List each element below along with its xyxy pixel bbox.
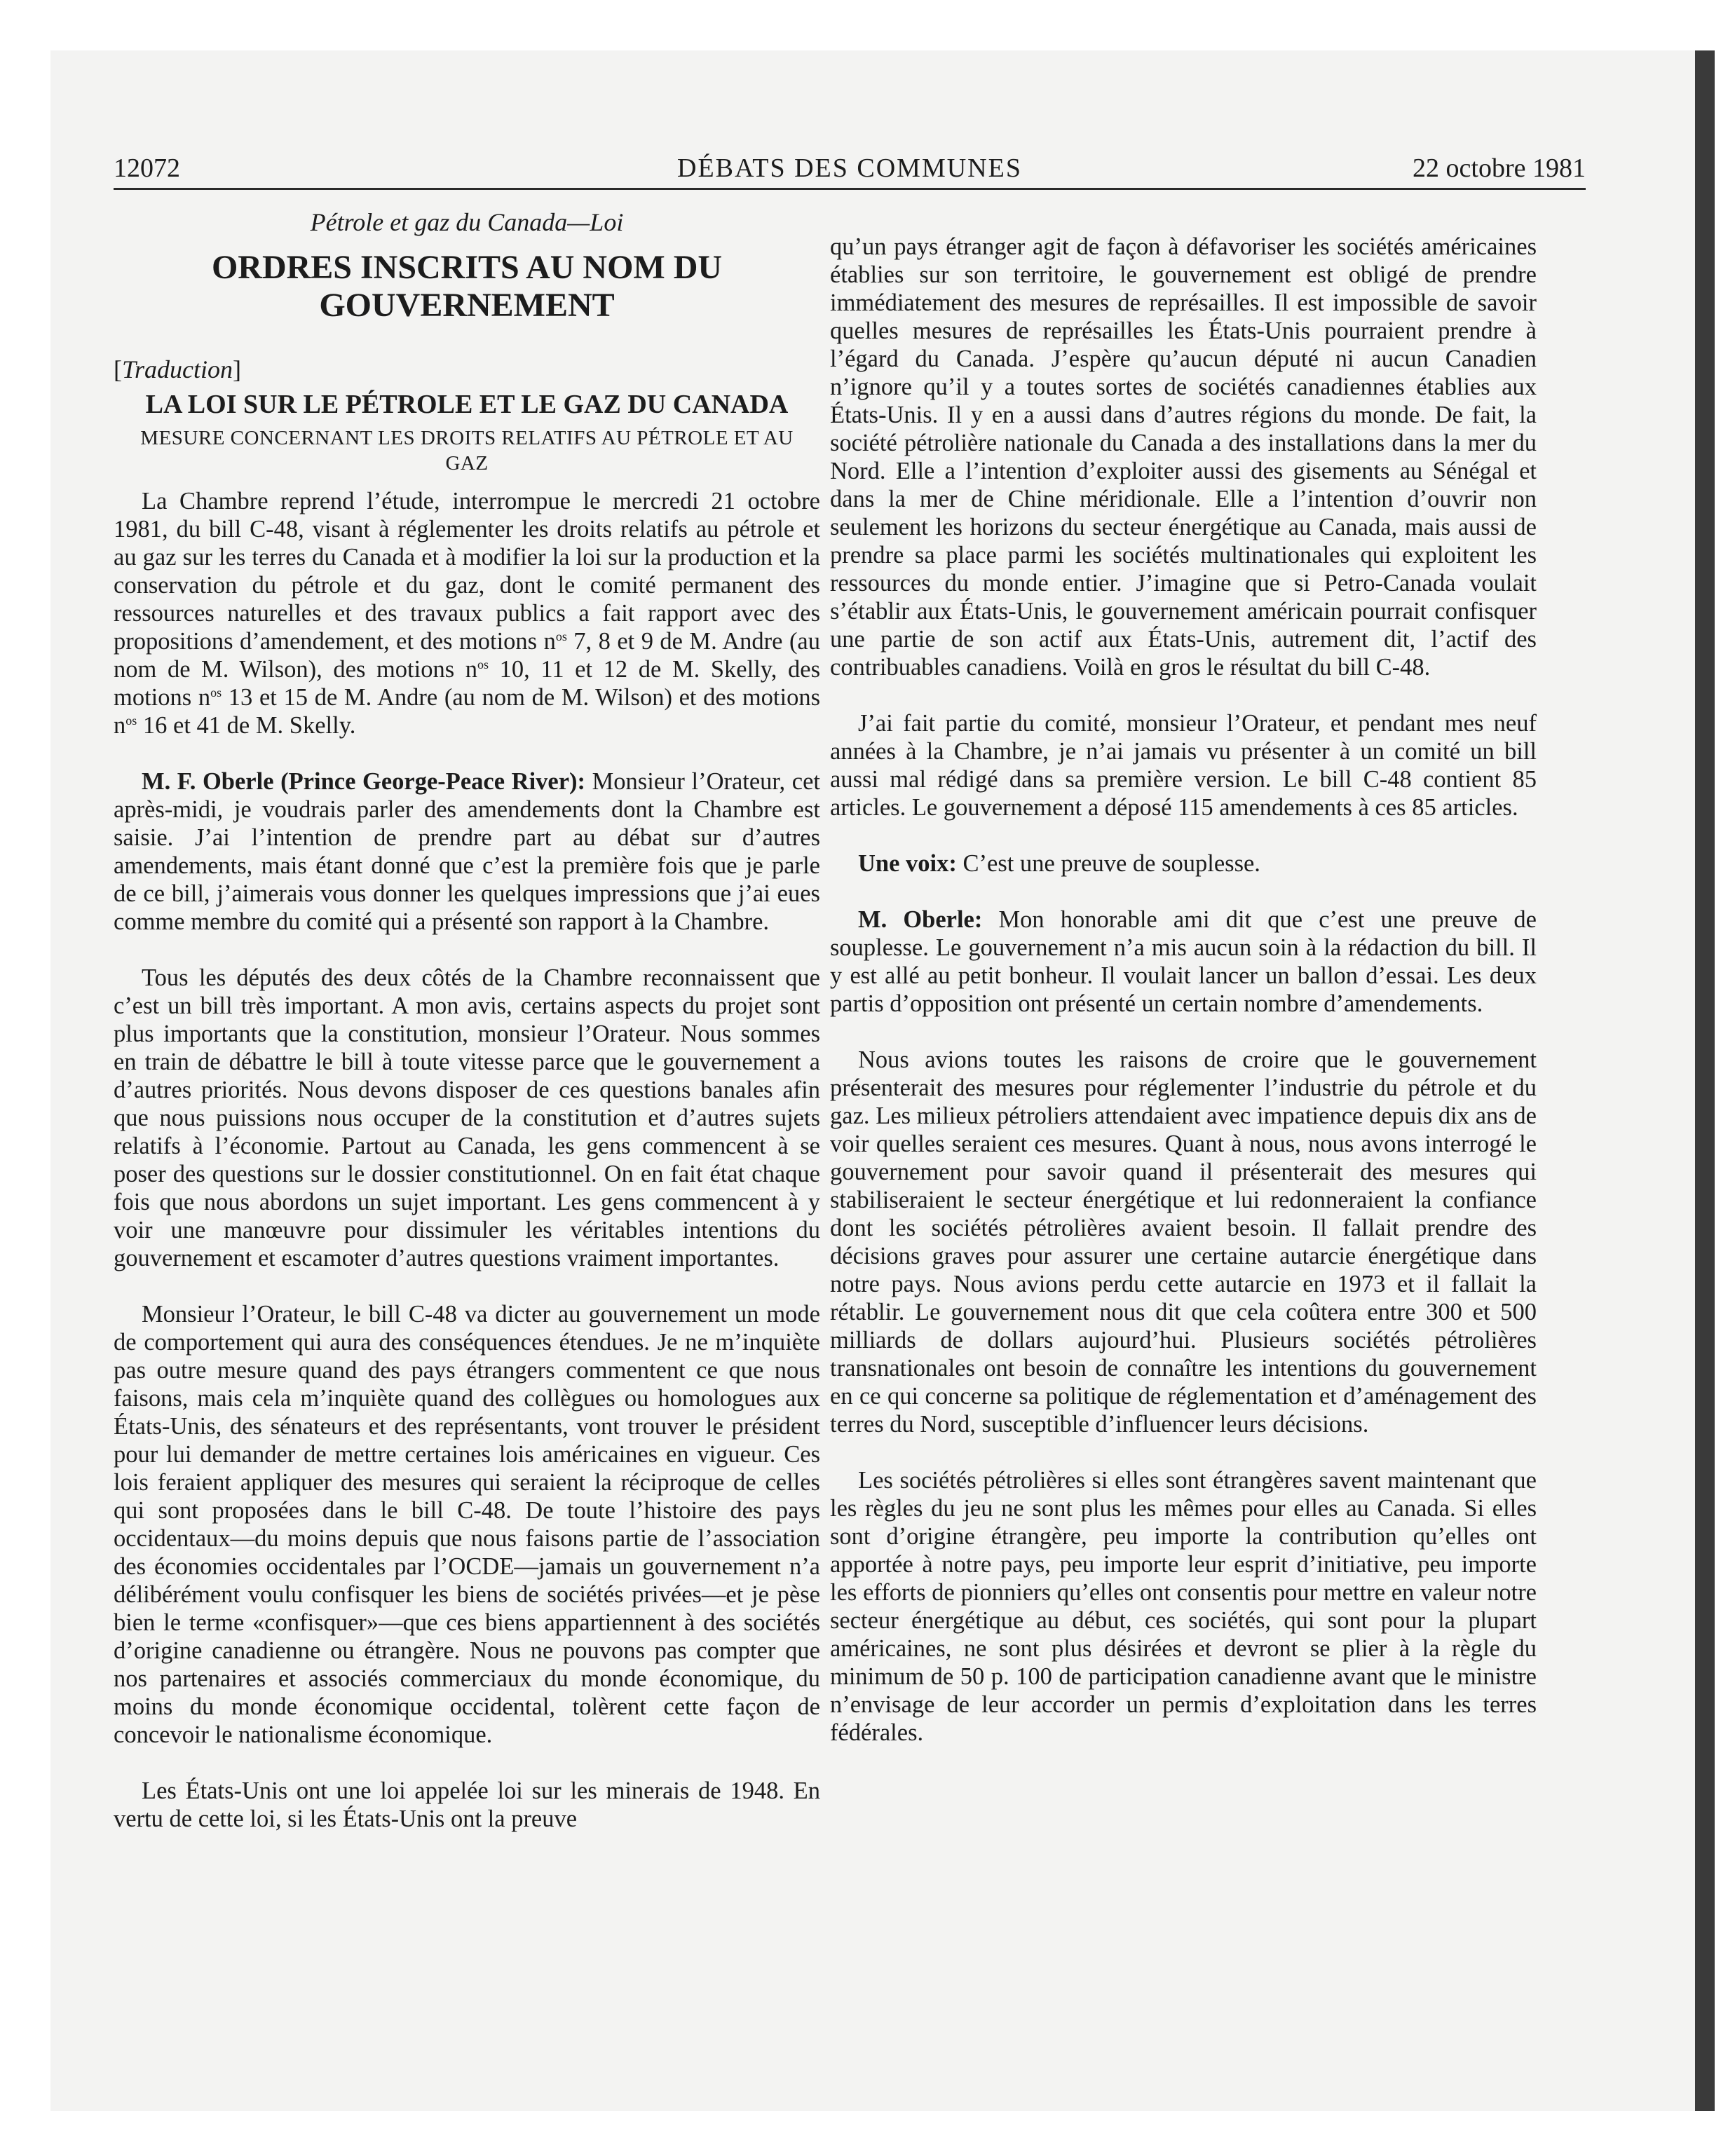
page-number: 12072 xyxy=(114,153,180,183)
page-header xyxy=(114,142,1586,190)
speaker-name: M. Oberle: xyxy=(858,906,983,933)
text-run: La Chambre reprend l’étude, interrompue le mercredi 21 octobre 1981, du bill C-48, visant à réglementer les droits relatifs au pétrole et au gaz sur les terres du Canada et à modifier la loi sur la production et la conservation du pétrole et du gaz, dont le comité permanent des ressources naturelles et des travaux publics a fait rapport avec des propositions d’amendement, et des motions n xyxy=(114,488,820,655)
publication-title: DÉBATS DES COMMUNES xyxy=(677,153,1022,183)
scan-edge-bar xyxy=(1695,50,1715,2111)
translation-note: [Traduction] xyxy=(114,355,242,383)
paragraph: Monsieur l’Orateur, le bill C-48 va dicter au gouvernement un mode de comportement qui aura des conséquences étendues. Je ne m’inquiète pas outre mesure quand des pays étrangers commentent ce que nous faisons, mais cela m’inquiète quand des collègues ou homologues aux États-Unis, des sénateurs et des représentants, vont trouver le président pour lui demander de mettre certaines lois américaines en vigueur. Ces lois feraient appliquer des mesures qui seraient la réciproque de celles qui sont proposées dans le bill C-48. De toute l’histoire des pays occidentaux—du moins depuis que nous faisons partie de l’association des économies occidentales par l’OCDE—jamais un gouvernement n’a délibérément voulu confisquer les biens de sociétés privées—et je pèse bien le terme «confisquer»—que ces biens appartiennent à des sociétés d’origine canadienne ou étrangère. Nous ne pouvons pas compter que nos partenaires et associés commerciaux du monde économique, du moins du monde économique occidental, tolèrent cette façon de concevoir le nationalisme économique. xyxy=(114,1301,820,1748)
superscript: os xyxy=(210,685,222,700)
paragraph: J’ai fait partie du comité, monsieur l’Orateur, et pendant mes neuf années à la Chambre, je n’ai jamais vu présenter à un comité un bill aussi mal rédigé dans sa première version. Le bill C-48 contient 85 articles. Le gouvernement a déposé 115 amendements à ces 85 articles. xyxy=(830,710,1537,821)
superscript: os xyxy=(125,714,137,728)
speech-text: Mon honorable ami dit que c’est une preuve de souplesse. Le gouvernement n’a mis aucun soin à la rédaction du bill. Il y est allé au petit bonheur. Il voulait lancer un ballon d’essai. Les deux partis d’opposition ont présenté un certain nombre d’amendements. xyxy=(830,906,1537,1017)
paragraph xyxy=(830,906,1537,1018)
page-date: 22 octobre 1981 xyxy=(1413,153,1586,183)
translation-label: Traduction xyxy=(122,355,233,383)
superscript: os xyxy=(555,629,567,643)
paragraph: qu’un pays étranger agit de façon à défavoriser les sociétés américaines établies sur son territoire, le gouvernement est obligé de prendre immédiatement des mesures de représailles. Il est impossible de savoir quelles mesures de représailles les États-Unis pourraient prendre à l’égard du Canada. J’espère qu’aucun député ni aucun Canadien n’ignore qu’il y a toutes sortes de sociétés canadiennes établies aux États-Unis. Il y en a aussi dans d’autres régions du monde. De fait, la société pétrolière nationale du Canada a des installations dans la mer du Nord. Elle a l’intention d’exploiter aussi des gisements au Sénégal et dans la mer de Chine méridionale. Elle a l’intention d’ouvrir non seulement les horizons du secteur énergétique au Canada, mais aussi de prendre sa place parmi les sociétés multinationales qui exploitent les ressources du monde entier. J’imagine que si Petro-Canada voulait s’établir aux États-Unis, le gouvernement américain pourrait confisquer une partie de son actif aux États-Unis, autrement dit, l’actif des contribuables canadiens. Voilà en gros le résultat du bill C-48. xyxy=(830,233,1537,681)
speech-text: Monsieur l’Orateur, cet après-midi, je voudrais parler des amendements dont la Chambre est saisie. J’ai l’intention de prendre part au débat sur d’autres amendements, mais étant donné que c’est la première fois que je parle de ce bill, j’aimerais vous donner les quelques impressions que j’ai eues comme membre du comité qui a présenté son rapport à la Chambre. xyxy=(114,768,820,935)
paragraph: Tous les députés des deux côtés de la Chambre reconnaissent que c’est un bill très important. A mon avis, certains aspects du projet sont plus importants que la constitution, monsieur l’Orateur. Nous sommes en train de débattre le bill à toute vitesse parce que le gouvernement a d’autres priorités. Nous devons disposer de ces questions banales afin que nous puissions nous occuper de la constitution et d’autres sujets relatifs à l’économie. Partout au Canada, les gens commencent à se poser des questions sur le dossier constitutionnel. On en fait état chaque fois que nous abordons un sujet important. Les gens commencent à y voir une manœuvre pour dissimuler les véritables intentions du gouvernement et escamoter d’autres questions vraiment importantes. xyxy=(114,964,820,1271)
paragraph: Les sociétés pétrolières si elles sont étrangères savent maintenant que les règles du jeu ne sont plus les mêmes pour elles au Canada. Si elles sont d’origine étrangère, peu importe la contribution qu’elles ont apportée à notre pays, peu importe leur esprit d’initiative, peu importe les efforts de pionniers qu’elles ont consentis pour mettre en valeur notre secteur énergétique au début, ces sociétés, qui sont pour la plupart américaines, ne sont plus désirées et devront se plier à la règle du minimum de 50 p. 100 de participation canadienne avant que le ministre n’envisage de leur accorder un permis d’exploitation dans les terres fédérales. xyxy=(830,1467,1537,1746)
paragraph xyxy=(830,850,1537,878)
bill-subtitle: MESURE CONCERNANT LES DROITS RELATIFS AU PÉTROLE ET AU GAZ xyxy=(140,427,794,475)
right-column xyxy=(830,233,1537,1775)
text-run: 13 et 15 de M. Andre (au nom de M. Wilson) et des motions n xyxy=(114,684,820,739)
paragraph xyxy=(114,487,820,739)
superscript: os xyxy=(477,657,489,671)
scanned-page xyxy=(50,50,1695,2111)
left-column xyxy=(114,208,820,1861)
paragraph: Nous avions toutes les raisons de croire que le gouvernement présenterait des mesures pour réglementer l’industrie du pétrole et du gaz. Les milieux pétroliers attendaient avec impatience depuis dix ans de voir quelles seraient ces mesures. Quant à nous, nous avons interrogé le gouvernement pour savoir quand il présenterait des mesures qui stabiliseraient le secteur énergétique et lui redonneraient la confiance dont les sociétés pétrolières avaient besoin. Il fallait prendre des décisions graves pour assurer une certaine autarcie énergétique dans notre pays. Nous avions perdu cette autarcie en 1973 et il fallait la rétablir. Le gouvernement nous dit que cela coûtera entre 300 et 500 milliards de dollars aujourd’hui. Plusieurs sociétés pétrolières transnationales ont besoin de connaître les intentions du gouvernement en ce qui concerne sa politique de réglementation et d’aménagement des terres du Nord, susceptible d’influencer leurs décisions. xyxy=(830,1046,1537,1438)
running-subheading: Pétrole et gaz du Canada—Loi xyxy=(310,208,624,236)
paragraph: Les États-Unis ont une loi appelée loi sur les minerais de 1948. En vertu de cette loi, si les États-Unis ont la preuve xyxy=(114,1778,820,1832)
text-run: 7, 8 et 9 de M. Andre (au nom de M. Wilson), des motions n xyxy=(114,628,820,683)
paragraph xyxy=(114,767,820,936)
speech-text: C’est une preuve de souplesse. xyxy=(956,850,1260,877)
bill-title: LA LOI SUR LE PÉTROLE ET LE GAZ DU CANADA xyxy=(145,390,789,419)
text-run: 16 et 41 de M. Skelly. xyxy=(137,712,356,739)
section-title: ORDRES INSCRITS AU NOM DU GOUVERNEMENT xyxy=(211,249,723,324)
speaker-name: M. F. Oberle (Prince George-Peace River): xyxy=(142,768,586,795)
text-run: 10, 11 et 12 de M. Skelly, des motions n xyxy=(114,656,821,711)
speaker-name: Une voix: xyxy=(858,850,957,877)
